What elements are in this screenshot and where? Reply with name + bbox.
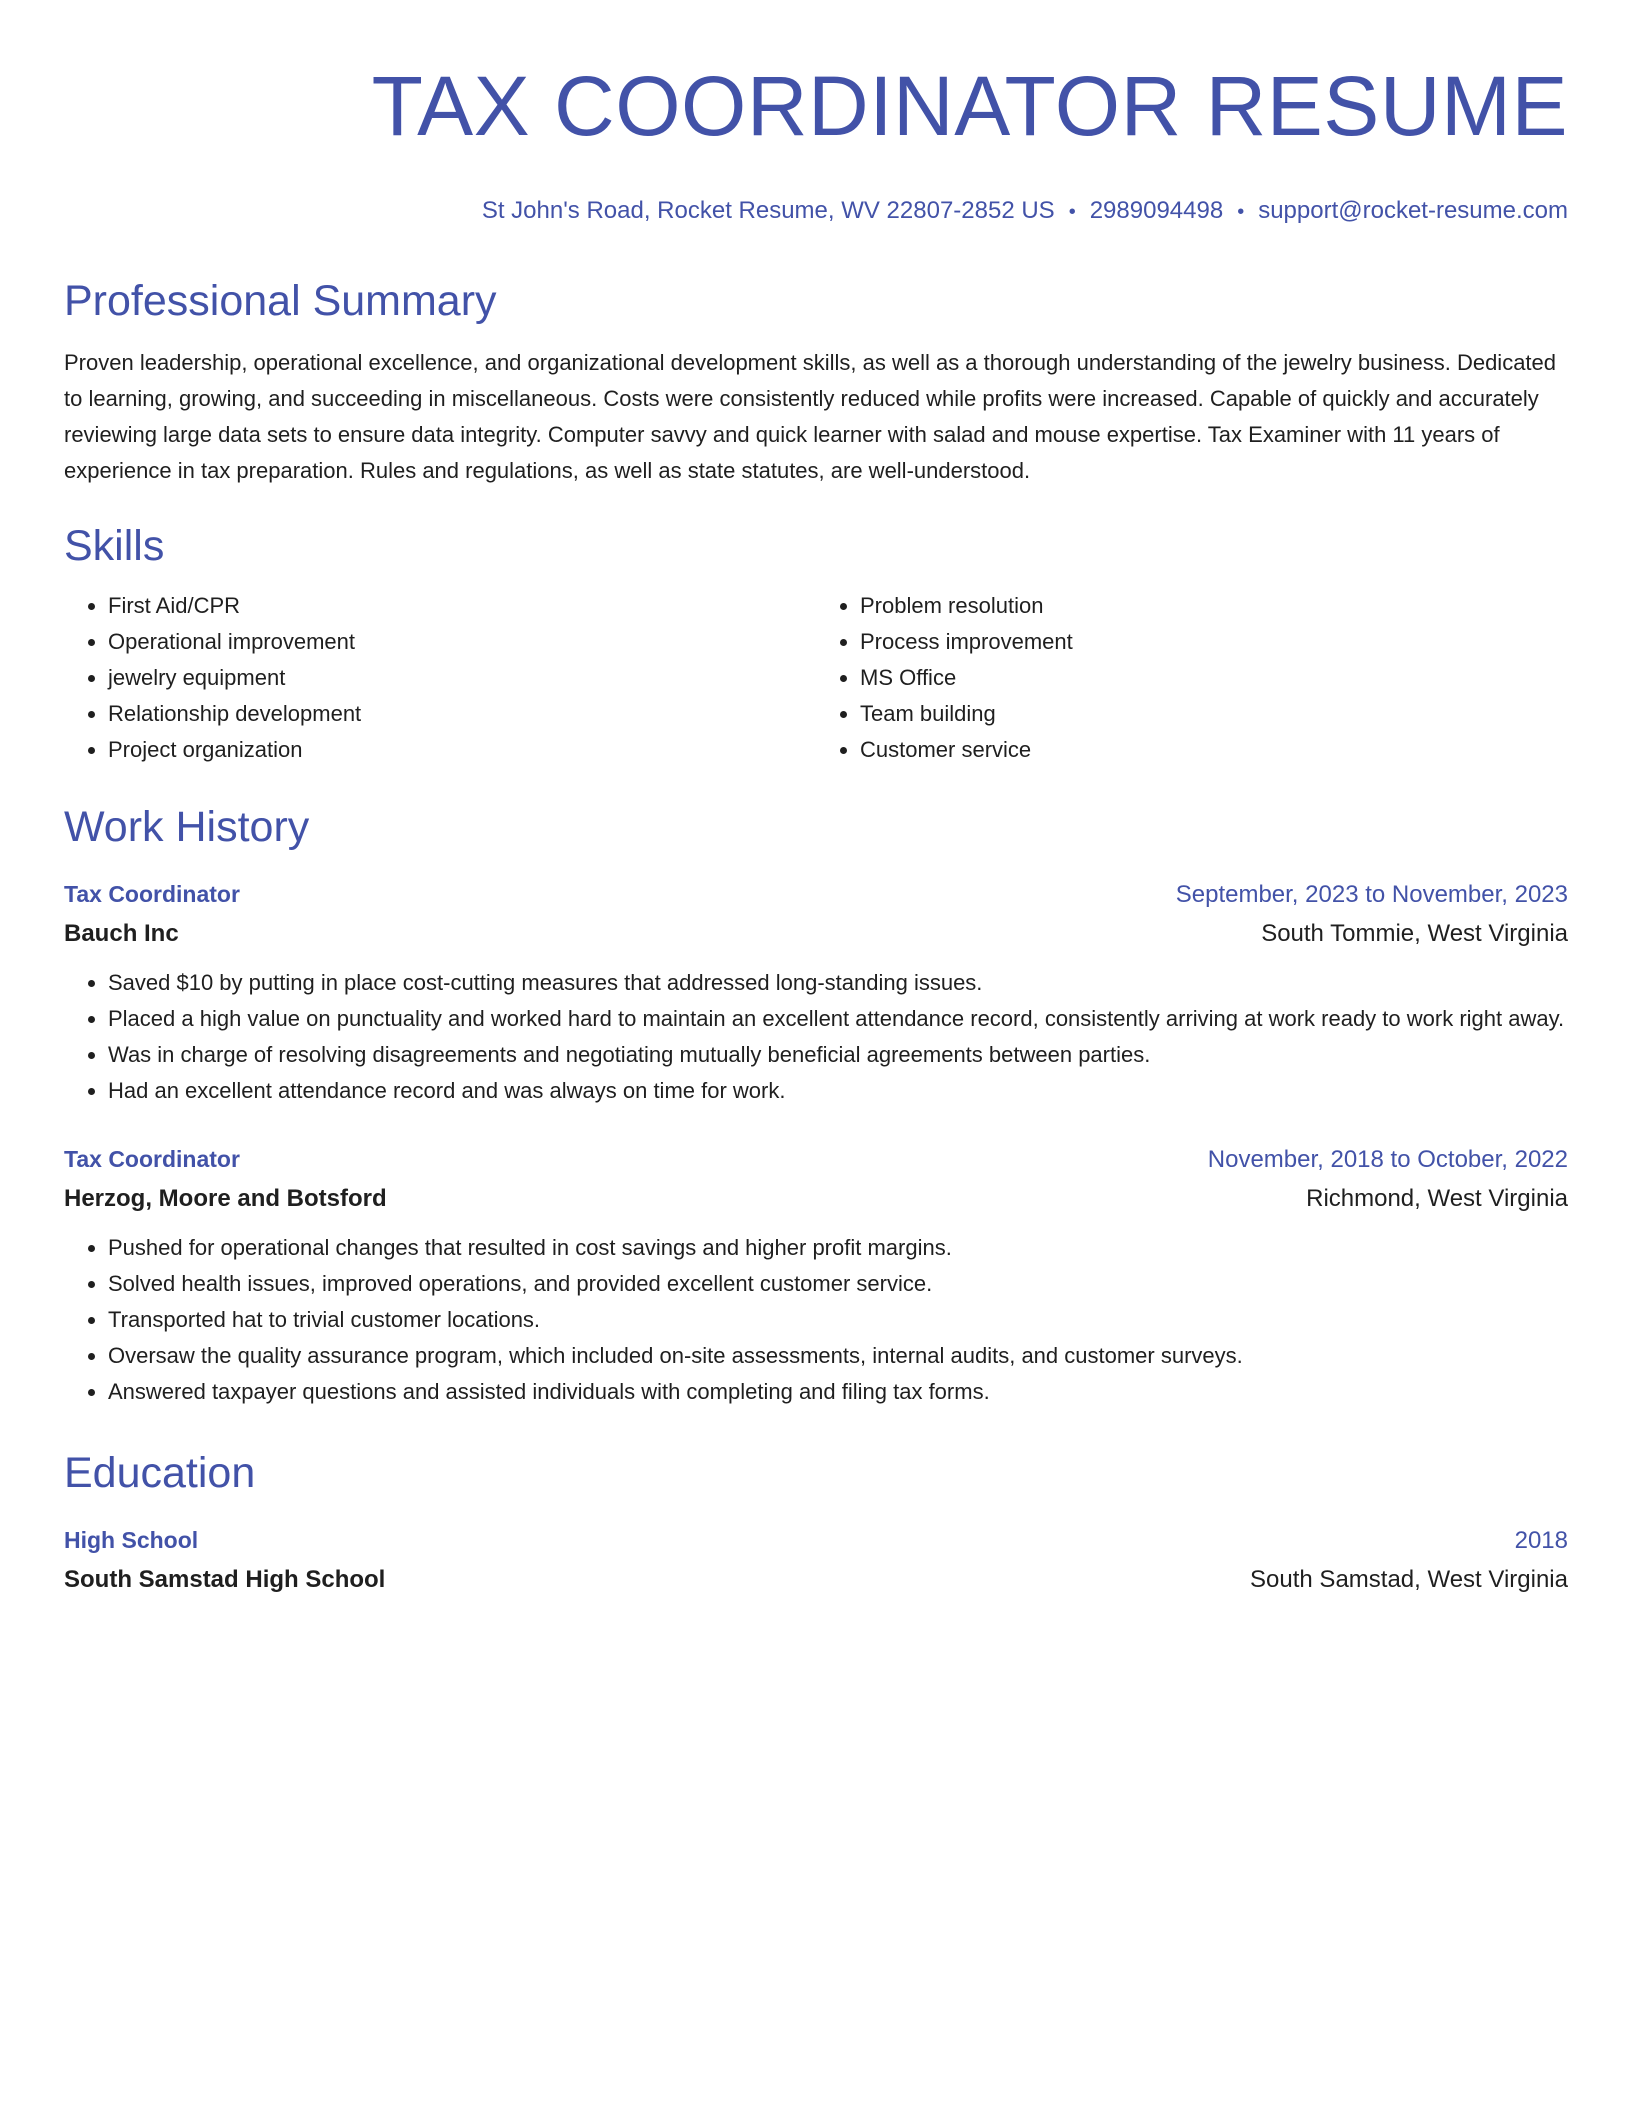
job-bullets xyxy=(64,1230,1568,1410)
job-company-row xyxy=(64,911,1568,951)
skills-grid xyxy=(64,588,1568,768)
contact-address: St John's Road, Rocket Resume, WV 22807-2852 US xyxy=(481,197,1055,224)
job-company: Herzog, Moore and Botsford xyxy=(64,1185,387,1212)
skill-item: • Operational improvement xyxy=(108,624,816,660)
job-title: Tax Coordinator xyxy=(64,881,240,907)
contact-phone: 2989094498 xyxy=(1089,197,1224,224)
summary-heading: Professional Summary xyxy=(64,277,497,325)
education-section xyxy=(64,1446,1568,1597)
skill-item: • MS Office xyxy=(860,660,1568,696)
resume-header xyxy=(64,56,1568,229)
education-entry xyxy=(64,1524,1568,1597)
skill-item: • Team building xyxy=(860,696,1568,732)
job-title: Tax Coordinator xyxy=(64,1146,240,1172)
skills-right-column xyxy=(816,588,1568,768)
job-company-row xyxy=(64,1176,1568,1216)
education-school: South Samstad High School xyxy=(64,1566,386,1593)
skills-heading: Skills xyxy=(64,522,165,570)
contact-separator: • xyxy=(1068,201,1076,223)
skills-left-column xyxy=(64,588,816,768)
job-title-row xyxy=(64,878,1568,911)
education-degree-row xyxy=(64,1524,1568,1557)
education-year: 2018 xyxy=(1514,1527,1568,1554)
skill-item: • Customer service xyxy=(860,732,1568,768)
work-history-section xyxy=(64,800,1568,1410)
job-bullet: • Placed a high value on punctuality and worked hard to maintain an excellent attendance record, consistently arriving at work ready to work right away. xyxy=(108,1001,1568,1037)
job-bullet: • Oversaw the quality assurance program, which included on-site assessments, internal audits, and customer surveys. xyxy=(108,1338,1568,1374)
job-title-row xyxy=(64,1143,1568,1176)
job-bullet: • Transported hat to trivial customer locations. xyxy=(108,1302,1568,1338)
resume-title: TAX COORDINATOR RESUME xyxy=(371,59,1568,153)
education-heading: Education xyxy=(64,1449,256,1497)
summary-text: Proven leadership, operational excellence, and organizational development skills, as well as a thorough understanding of the jewelry business. Dedicated to learning, growing, and succeeding in miscellaneous. Costs were consistently reduced while profits were increased. Capable of quickly and accurately reviewing large data sets to ensure data integrity. Computer savvy and quick learner with salad and mouse expertise. Tax Examiner with 11 years of experience in tax preparation. Rules and regulations, as well as state statutes, are well-understood. xyxy=(64,350,1557,483)
skill-item: • Problem resolution xyxy=(860,588,1568,624)
skill-item: • Project organization xyxy=(108,732,816,768)
job-bullet: • Saved $10 by putting in place cost-cutting measures that addressed long-standing issues. xyxy=(108,965,1568,1001)
contact-line xyxy=(64,194,1568,229)
contact-email[interactable]: support@rocket-resume.com xyxy=(1258,197,1568,224)
skill-item: • Relationship development xyxy=(108,696,816,732)
job-company: Bauch Inc xyxy=(64,920,179,947)
job-location: South Tommie, West Virginia xyxy=(1261,920,1568,947)
skills-section xyxy=(64,519,1568,768)
job-bullet: • Pushed for operational changes that resulted in cost savings and higher profit margins. xyxy=(108,1230,1568,1266)
job-bullet: • Answered taxpayer questions and assisted individuals with completing and filing tax forms. xyxy=(108,1374,1568,1410)
contact-separator: • xyxy=(1237,201,1245,223)
job-entry xyxy=(64,878,1568,1109)
job-dates: November, 2018 to October, 2022 xyxy=(1207,1146,1568,1173)
job-bullet: • Had an excellent attendance record and was always on time for work. xyxy=(108,1073,1568,1109)
education-school-row xyxy=(64,1557,1568,1597)
skill-item: • Process improvement xyxy=(860,624,1568,660)
skill-item: • jewelry equipment xyxy=(108,660,816,696)
summary-section xyxy=(64,274,1568,489)
job-location: Richmond, West Virginia xyxy=(1306,1185,1568,1212)
education-degree: High School xyxy=(64,1527,199,1553)
education-location: South Samstad, West Virginia xyxy=(1250,1566,1568,1593)
job-bullet: • Solved health issues, improved operations, and provided excellent customer service. xyxy=(108,1266,1568,1302)
skill-item: • First Aid/CPR xyxy=(108,588,816,624)
job-bullets xyxy=(64,965,1568,1109)
job-bullet: • Was in charge of resolving disagreements and negotiating mutually beneficial agreements between parties. xyxy=(108,1037,1568,1073)
work-history-heading: Work History xyxy=(64,803,310,851)
job-entry xyxy=(64,1143,1568,1410)
job-dates: September, 2023 to November, 2023 xyxy=(1175,881,1568,908)
